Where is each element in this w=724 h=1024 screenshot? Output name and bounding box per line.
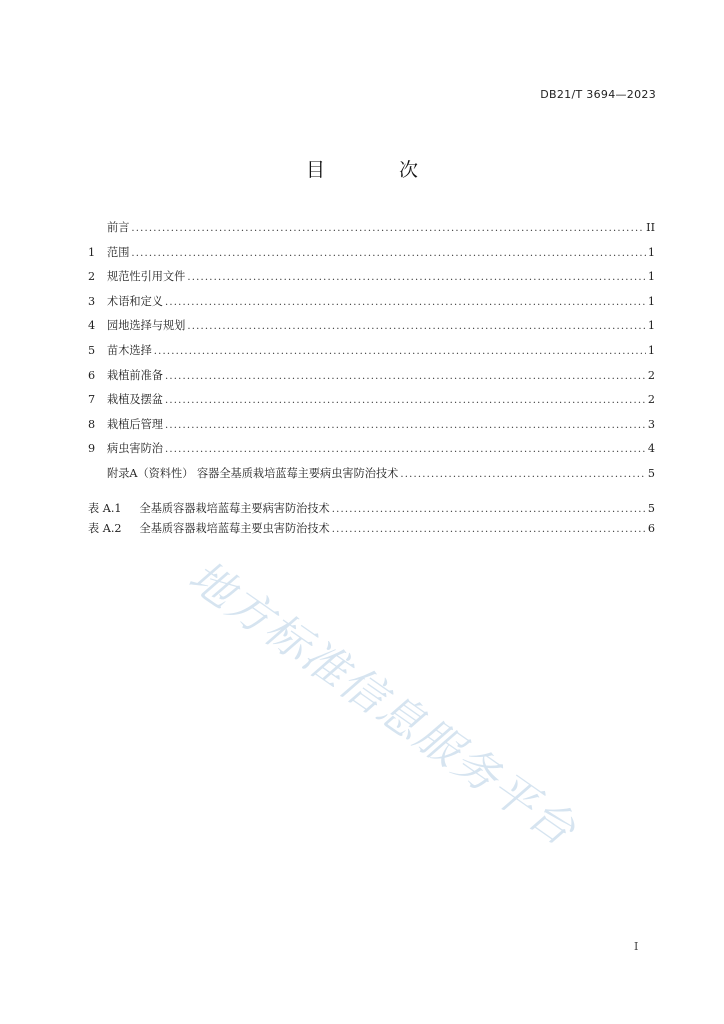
leader-dots [187,321,646,332]
toc-entry[interactable] [88,219,655,244]
table-list [88,500,655,540]
toc-entry-page: 4 [647,442,655,456]
toc-entry-number: 1 [88,245,96,259]
leader-dots [165,371,646,382]
toc-entry-label: 范围 [107,245,130,259]
toc-list [88,219,655,490]
toc-entry-label: 栽植及摆盆 [107,393,163,407]
toc-entry-number: 4 [88,319,96,333]
toc-entry[interactable] [88,391,655,416]
toc-entry-page: 1 [647,294,655,308]
table-entry-number: 表 A.1 [88,502,122,515]
table-entry-number: 表 A.2 [88,522,122,535]
toc-entry[interactable] [88,317,655,342]
toc-entry-page: 2 [647,393,655,407]
toc-entry[interactable] [88,244,655,269]
leader-dots [332,524,646,535]
toc-entry-label: 附录A（资料性） 容器全基质栽培蓝莓主要病虫害防治技术 [107,466,399,480]
table-entry[interactable] [88,520,655,540]
toc-entry-page: II [646,221,655,234]
table-entry-page: 6 [647,522,655,535]
toc-entry[interactable] [88,268,655,293]
leader-dots [165,444,646,455]
toc-entry-page: 1 [647,245,655,259]
toc-entry-number: 5 [88,343,96,357]
document-id: DB21/T 3694—2023 [540,88,656,101]
toc-entry[interactable] [88,465,655,490]
toc-entry-label: 园地选择与规划 [107,319,186,333]
toc-entry-number: 7 [88,393,96,407]
leader-dots [131,248,645,259]
toc-entry-label: 规范性引用文件 [107,270,186,284]
leader-dots [165,395,646,406]
toc-entry[interactable] [88,367,655,392]
leader-dots [332,504,646,515]
leader-dots [154,346,646,357]
leader-dots [187,272,646,283]
toc-entry-number: 9 [88,442,96,456]
toc-entry-page: 1 [647,270,655,284]
toc-entry-page: 5 [647,466,655,480]
leader-dots [131,223,644,234]
toc-entry[interactable] [88,416,655,441]
toc-entry-label: 病虫害防治 [107,442,163,456]
table-entry-page: 5 [647,502,655,515]
watermark: 地方标准信息服务平台 [179,550,586,857]
toc-entry[interactable] [88,440,655,465]
toc-entry-label: 苗木选择 [107,343,152,357]
page-number: I [634,940,639,953]
toc-entry-label: 栽植后管理 [107,417,163,431]
toc-entry[interactable] [88,293,655,318]
leader-dots [400,469,646,480]
toc-entry-number: 6 [88,368,96,382]
table-entry-label: 全基质容器栽培蓝莓主要病害防治技术 [139,502,330,515]
toc-entry-page: 2 [647,368,655,382]
toc-entry-number: 2 [88,270,96,284]
toc-entry-page: 1 [647,319,655,333]
toc-entry-number: 8 [88,417,96,431]
page-title: 目 次 [305,159,453,181]
toc-entry-label: 前言 [107,221,130,234]
toc-entry-page: 1 [647,343,655,357]
toc-entry[interactable] [88,342,655,367]
leader-dots [165,420,646,431]
toc-entry-number: 3 [88,294,96,308]
toc-entry-label: 术语和定义 [107,294,163,308]
toc-entry-page: 3 [647,417,655,431]
table-entry[interactable] [88,500,655,520]
table-entry-label: 全基质容器栽培蓝莓主要虫害防治技术 [139,522,330,535]
toc-entry-label: 栽植前准备 [107,368,163,382]
leader-dots [165,297,646,308]
